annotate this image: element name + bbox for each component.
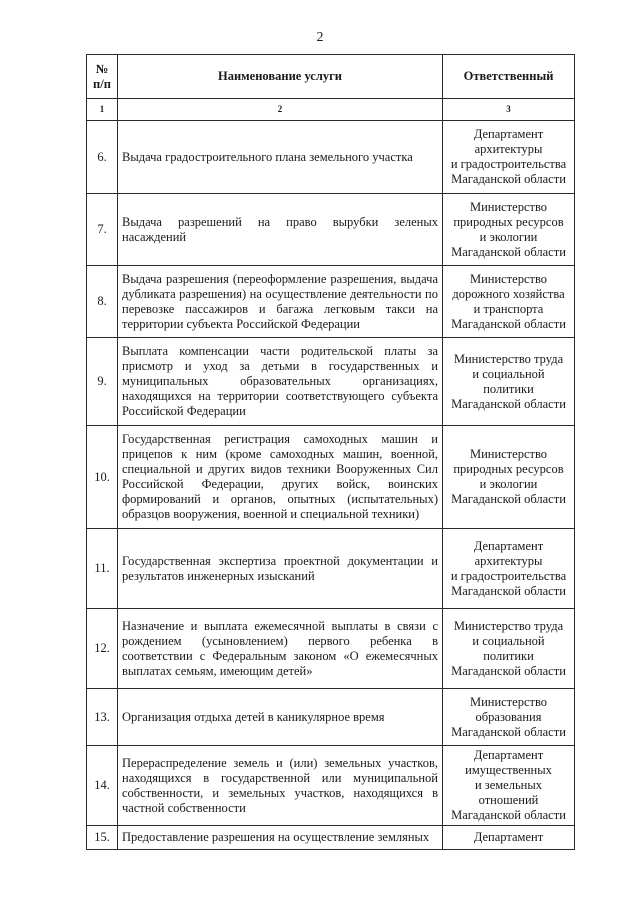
responsible-authority (443, 194, 575, 266)
responsible-line: архитектуры (474, 142, 543, 156)
responsible-line: Департамент (473, 748, 544, 762)
responsible-line: и градостроительства (450, 157, 567, 171)
responsible-line: Магаданской области (451, 316, 566, 331)
page-number: 2 (316, 30, 324, 45)
table-row (87, 121, 575, 194)
table-row (87, 266, 575, 338)
responsible-line: имущественных (465, 763, 552, 777)
responsible-line: Магаданской области (451, 396, 566, 411)
column-number: 1 (87, 99, 118, 121)
row-number: 6. (87, 121, 118, 194)
table-row (87, 529, 575, 609)
row-number: 14. (87, 746, 118, 826)
header-name: Наименование услуги (118, 55, 443, 99)
responsible-line: природных ресурсов (453, 462, 564, 476)
column-number: 3 (443, 99, 575, 121)
service-name: Назначение и выплата ежемесячной выплаты в связи с рождением (усыновлением) первого ребенка в соответствии с Федеральным законом «О ежемесячных выплатах семьям, имеющим детей» (118, 609, 443, 689)
table-row (87, 426, 575, 529)
responsible-authority (443, 338, 575, 426)
service-name: Государственная регистрация самоходных машин и прицепов к ним (кроме самоходных машин, военной, специальной и других видов техники Вооруженных Сил Российской Федерации, других войск, воинских формирований и органов, опытных (испытательных) образцов вооружения, военной и специальной техники) (118, 426, 443, 529)
responsible-line: и земельных (474, 778, 543, 792)
responsible-line: и транспорта (473, 301, 544, 316)
row-number: 11. (87, 529, 118, 609)
column-number: 2 (118, 99, 443, 121)
responsible-line: и экологии (479, 477, 538, 491)
service-name: Организация отдыха детей в каникулярное время (118, 689, 443, 746)
responsible-line: дорожного хозяйства (452, 286, 565, 301)
table-header-row (87, 55, 575, 99)
responsible-line: Магаданской области (451, 492, 566, 506)
row-number: 15. (87, 826, 118, 850)
responsible-line: отношений (478, 793, 539, 807)
responsible-line: Министерство (469, 271, 548, 286)
header-responsible: Ответственный (443, 55, 575, 99)
column-number-row (87, 99, 575, 121)
responsible-line: природных ресурсов (453, 214, 564, 229)
services-table (86, 54, 575, 850)
responsible-line: Министерство (469, 447, 548, 461)
responsible-line: и социальной политики (472, 633, 545, 663)
responsible-line: и экологии (479, 229, 538, 244)
responsible-line: Министерство (469, 694, 548, 709)
table-row (87, 826, 575, 850)
responsible-line: Департамент (473, 538, 544, 553)
responsible-line: Магаданской области (451, 583, 566, 598)
table-row (87, 194, 575, 266)
service-name: Выдача градостроительного плана земельного участка (118, 121, 443, 194)
responsible-line: образования (475, 709, 542, 724)
responsible-line: архитектуры (474, 553, 543, 568)
table-row (87, 689, 575, 746)
responsible-line: Магаданской области (451, 172, 566, 186)
table-row (87, 338, 575, 426)
row-number: 8. (87, 266, 118, 338)
responsible-line: Департамент (473, 127, 544, 141)
table-row (87, 746, 575, 826)
row-number: 9. (87, 338, 118, 426)
responsible-line: и градостроительства (450, 568, 567, 583)
service-name: Перераспределение земель и (или) земельных участков, находящихся в государственной или муниципальной собственности, и земельных участков, находящихся в частной собственности (118, 746, 443, 826)
responsible-authority (443, 746, 575, 826)
row-number: 12. (87, 609, 118, 689)
service-name: Государственная экспертиза проектной документации и результатов инженерных изысканий (118, 529, 443, 609)
row-number: 10. (87, 426, 118, 529)
responsible-authority (443, 529, 575, 609)
responsible-line: Министерство труда (453, 351, 564, 366)
responsible-authority (443, 826, 575, 850)
responsible-line: Министерство (469, 199, 548, 214)
service-name: Выплата компенсации части родительской платы за присмотр и уход за детьми в государственных и муниципальных образовательных организациях, находящихся на территории соответствующего субъекта Российской Федерации (118, 338, 443, 426)
row-number: 7. (87, 194, 118, 266)
responsible-line: Министерство труда (453, 618, 564, 633)
responsible-line: Департамент (473, 830, 544, 844)
responsible-line: Магаданской области (451, 244, 566, 259)
service-name: Выдача разрешений на право вырубки зеленых насаждений (118, 194, 443, 266)
service-name: Предоставление разрешения на осуществление земляных (118, 826, 443, 850)
responsible-line: Магаданской области (451, 724, 566, 739)
responsible-authority (443, 121, 575, 194)
responsible-authority (443, 609, 575, 689)
row-number: 13. (87, 689, 118, 746)
responsible-line: и социальной политики (472, 366, 545, 396)
responsible-line: Магаданской области (451, 663, 566, 678)
responsible-authority (443, 266, 575, 338)
header-number-text: № п/п (93, 61, 111, 91)
service-name: Выдача разрешения (переоформление разрешения, выдача дубликата разрешения) на осуществление деятельности по перевозке пассажиров и багажа легковым такси на территории субъекта Российской Федерации (118, 266, 443, 338)
header-number (87, 55, 118, 99)
responsible-line: Магаданской области (451, 808, 566, 822)
responsible-authority (443, 426, 575, 529)
responsible-authority (443, 689, 575, 746)
table-row (87, 609, 575, 689)
